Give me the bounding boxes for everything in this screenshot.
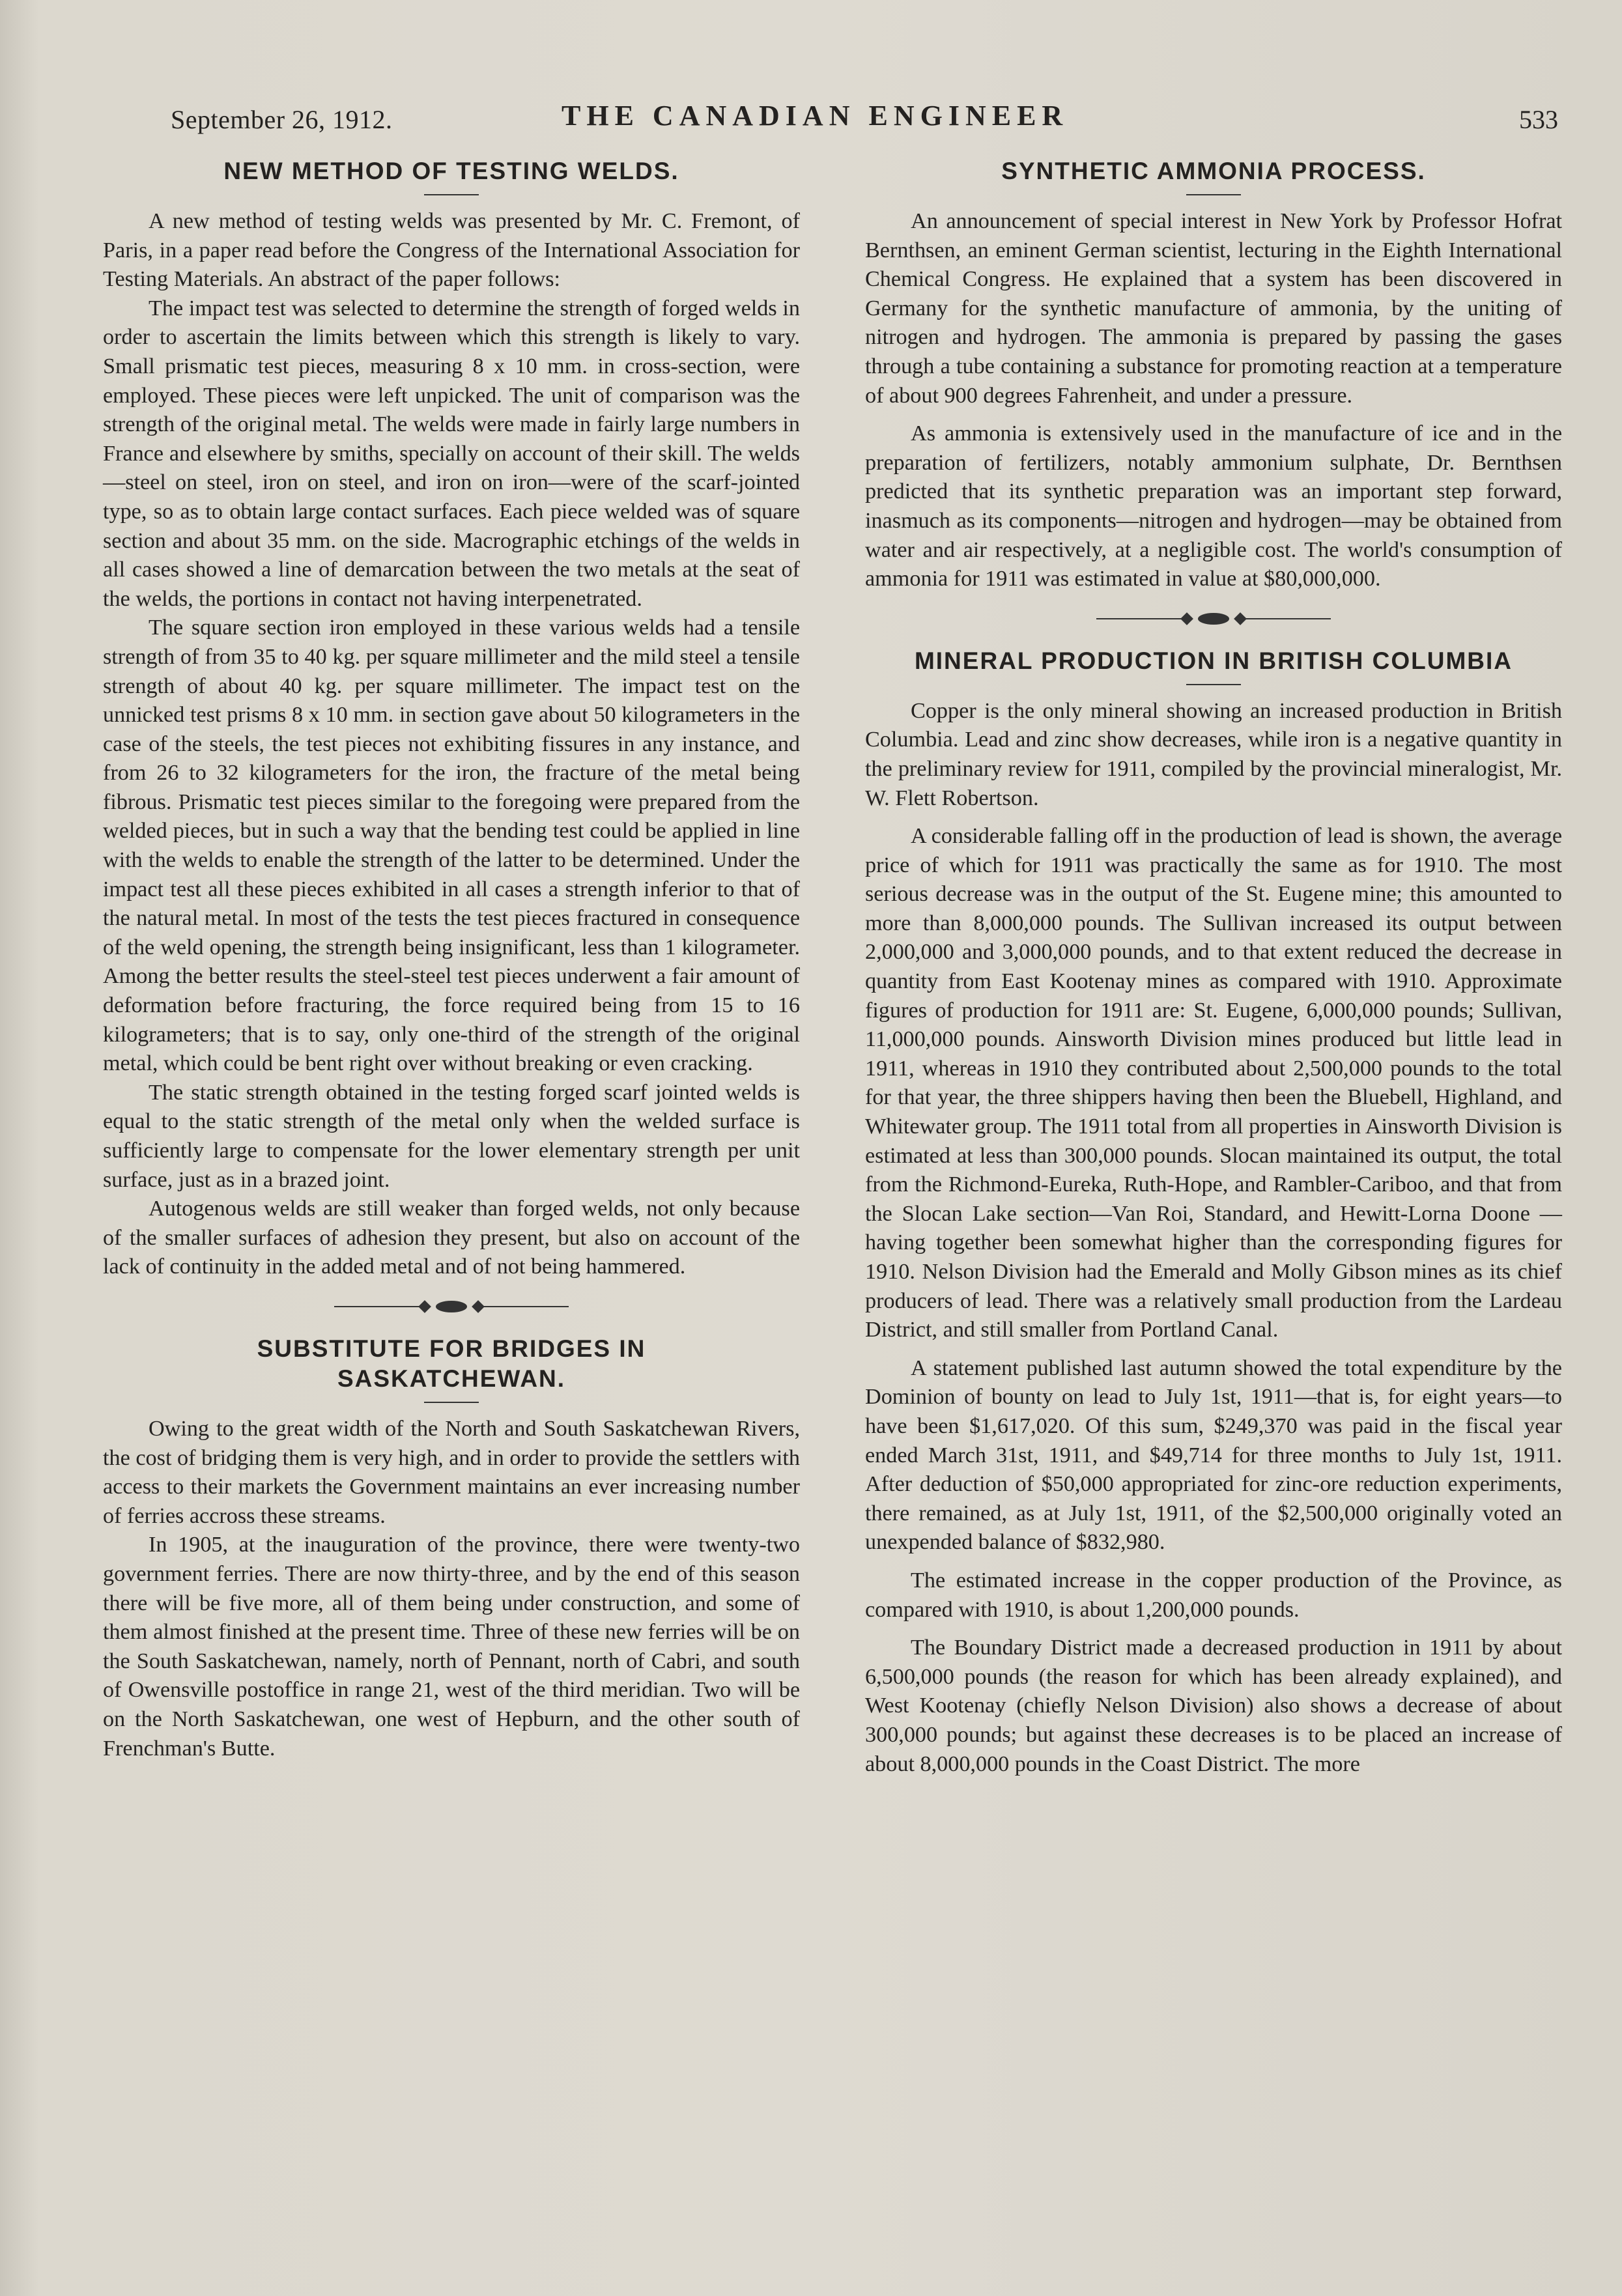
title-rule: [424, 194, 479, 195]
article-paragraph: A considerable falling off in the production of lead is shown, the average price of which for 1911 was practically the same as for 1910. The most serious decrease was in the output of the St. Eugene mine; this amounted to more than 8,000,000 pounds. The Sullivan increased its output between 2,000,000 and 3,000,000 pounds, and to that extent reduced the decrease in quantity from East Kootenay mines as compared with 1910. Approximate figures of production for 1911 are: St. Eugene, 6,000,000 pounds; Sullivan, 11,000,000 pounds. Ainsworth Division mines produced but little lead in 1911, whereas in 1910 they contributed about 2,500,000 pounds to the total for that year, the three shippers having then been the Bluebell, Highland, and Whitewater group. The 1911 total from all properties in Ainsworth Division is estimated at less than 300,000 pounds. Slocan maintained its output, the total from the Richmond-Eureka, Ruth-Hope, and Rambler-Cariboo, and that from the Slocan Lake section—Van Roi, Standard, and Hewitt-Lorna Doone —having together been somewhat higher than the corresponding figures for 1910. Nelson Division had the Emerald and Molly Gibson mines as its chief producers of lead. There was a relatively small production from the Lardeau District, and still smaller from Portland Canal.: [865, 824, 1562, 1342]
article-paragraph: Owing to the great width of the North and South Saskatchewan Rivers, the cost of bridging them is very high, and in order to provide the settlers with access to their markets the Government maintains an ever increasing number of ferries accross these streams.: [103, 1416, 800, 1528]
page-header: [171, 96, 1565, 142]
article-paragraph: A new method of testing welds was presented by Mr. C. Fremont, of Paris, in a paper read before the Congress of the International Association for Testing Materials. An abstract of the paper follows:: [103, 209, 800, 292]
article-paragraph: As ammonia is extensively used in the manufacture of ice and in the preparation of fertilizers, notably ammonium sulphate, Dr. Bernthsen predicted that its synthetic preparation was an important step forward, inasmuch as its components—nitrogen and hydrogen—may be obtained from water and air respectively, at a negligible cost. The world's consumption of ammonia for 1911 was estimated in value at $80,000,000.: [865, 421, 1562, 591]
publication-title: THE CANADIAN ENGINEER: [562, 100, 1069, 132]
article-paragraph: The static strength obtained in the testing forged scarf jointed welds is equal to the static strength of the metal only when the welded surface is sufficiently large to compensate for the lower elementary strength per unit surface, just as in a brazed joint.: [103, 1080, 800, 1192]
article-testing-welds: [103, 156, 800, 1282]
article-paragraph: The impact test was selected to determine the strength of forged welds in order to ascertain the limits between which this strength is likely to vary. Small prismatic test pieces, measuring 8 x 10 mm. in cross-section, were employed. These pieces were left unpicked. The unit of comparison was the strength of the original metal. The welds were made in fairly large numbers in France and elsewhere by smiths, specially on account of their skill. The welds —steel on steel, iron on steel, and iron on iron—were of the scarf-jointed type, so as to obtain large contact surfaces. Each piece welded was of square section and about 35 mm. on the side. Macrographic etchings of the welds in all cases showed a line of demarcation between the two metals at the seat of the welds, the portions in contact not having interpenetrated.: [103, 296, 800, 611]
article-mineral-production: [865, 646, 1562, 1779]
article-paragraph: In 1905, at the inauguration of the province, there were twenty-two government ferries. There are now thirty-three, and by the end of this season there will be five more, all of them being under construction, and some of them almost finished at the present time. Three of these new ferries will be on the South Saskatchewan, namely, north of Pennant, north of Cabri, and south of Owensville postoffice in range 21, west of the third meridian. Two will be on the North Saskatchewan, one west of Hepburn, and the other south of Frenchman's Butte.: [103, 1533, 800, 1761]
article-title-line: SASKATCHEWAN.: [337, 1365, 566, 1392]
article-paragraph: The Boundary District made a decreased production in 1911 by about 6,500,000 pounds (the reason for which has been already explained), and West Kootenay (chiefly Nelson Division) also shows a decrease of about 300,000 pounds; but against these decreases is to be placed an increase of about 8,000,000 pounds in the Coast District. The more: [865, 1636, 1562, 1776]
article-paragraph: An announcement of special interest in New York by Professor Hofrat Bernthsen, an eminent German scientist, lecturing in the Eighth International Chemical Congress. He explained that a system has been discovered in Germany for the synthetic manufacture of ammonia, by the uniting of nitrogen and hydrogen. The ammonia is prepared by passing the gases through a tube containing a substance for promoting reaction at a temperature of about 900 degrees Fahrenheit, and under a pressure.: [865, 209, 1562, 408]
article-paragraph: The estimated increase in the copper production of the Province, as compared with 1910, is about 1,200,000 pounds.: [865, 1568, 1562, 1622]
title-rule: [1186, 684, 1241, 685]
article-paragraph: A statement published last autumn showed the total expenditure by the Dominion of bounty on lead to July 1st, 1911—that is, for eight years—to have been $1,617,020. Of this sum, $249,370 was paid in the fiscal year ended March 31st, 1911, and $49,714 for three months to July 1st, 1911. After deduction of $50,000 appropriated for zinc-ore reduction experiments, there remained, as at July 1st, 1911, of the $2,500,000 originally voted an unexpended balance of $832,980.: [865, 1355, 1562, 1555]
article-title: MINERAL PRODUCTION IN BRITISH COLUMBIA: [914, 647, 1513, 674]
article-paragraph: Copper is the only mineral showing an increased production in British Columbia. Lead and zinc show decreases, while iron is a negative quantity in the preliminary review for 1911, compiled by the provincial mineralogist, Mr. W. Flett Robertson.: [865, 698, 1562, 810]
article-title-line: SUBSTITUTE FOR BRIDGES IN: [257, 1335, 646, 1362]
section-divider-ornament: [1096, 608, 1331, 629]
article-saskatchewan-ferries: [103, 1334, 800, 1763]
article-paragraph: Autogenous welds are still weaker than forged welds, not only because of the smaller surfaces of adhesion they present, but also on account of the lack of continuity in the added metal and of not being hammered.: [103, 1197, 800, 1279]
article-paragraph: The square section iron employed in these various welds had a tensile strength of from 35 to 40 kg. per square millimeter and the mild steel a tensile strength of about 40 kg. per square millimeter. The impact test on the unnicked test prisms 8 x 10 mm. in section gave about 50 kilogrameters in the case of the steels, the test pieces not exhibiting fissures in any instance, and from 26 to 32 kilogrameters for the iron, the fracture of the metal being fibrous. Prismatic test pieces similar to the foregoing were prepared from the welded pieces, but in such a way that the bending test could be applied in line with the welds to enable the strength of the latter to be determined. Under the impact test all these pieces exhibited in all cases a strength inferior to that of the natural metal. In most of the tests the test pieces fractured in consequence of the weld opening, the strength being insignificant, less than 1 kilogrameter. Among the better results the steel-steel test pieces underwent a fair amount of deformation before fracturing, the force required being from 15 to 16 kilogrameters; that is to say, only one-third of the strength of the original metal, which could be bent right over without breaking or even cracking.: [103, 616, 800, 1076]
article-synthetic-ammonia: [865, 156, 1562, 594]
section-divider-ornament: [334, 1296, 569, 1317]
article-title: NEW METHOD OF TESTING WELDS.: [223, 158, 679, 184]
article-title: SYNTHETIC AMMONIA PROCESS.: [1001, 158, 1426, 184]
article-title: [103, 1334, 800, 1394]
right-column: [865, 156, 1562, 1788]
page-number: 533: [1519, 105, 1558, 134]
left-column: [103, 156, 800, 1763]
title-rule: [1186, 194, 1241, 195]
issue-date: September 26, 1912.: [171, 105, 393, 134]
title-rule: [424, 1402, 479, 1403]
